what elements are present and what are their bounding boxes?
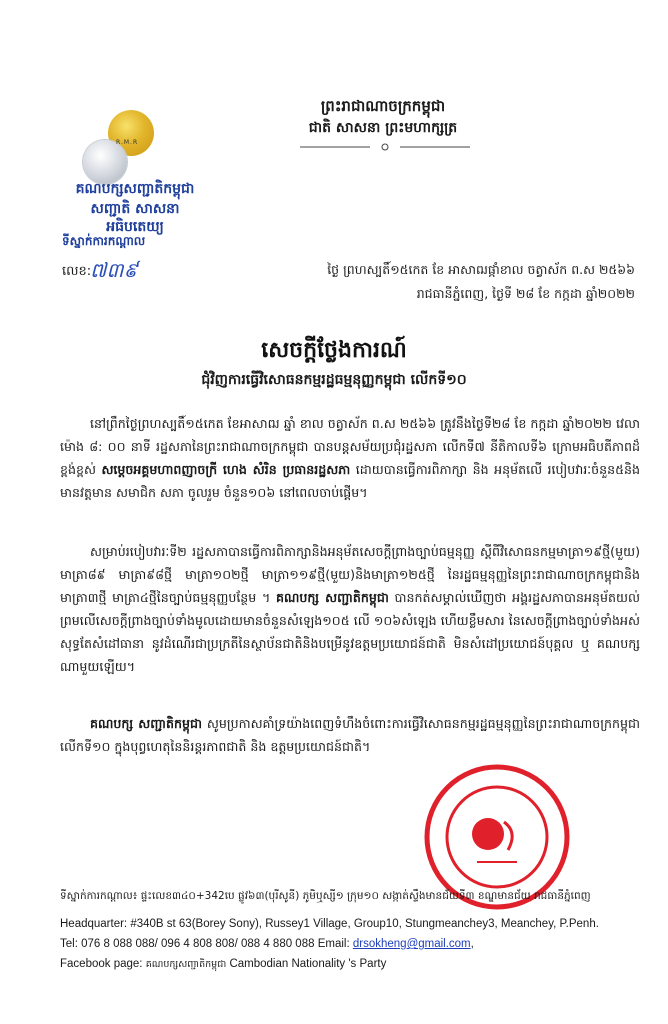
footer-address-kh: ទីស្នាក់ការកណ្តាល៖ ផ្ទះលេខ៣៤០+342បេ ផ្លូវ៦៣(បុរីសូនី) ភូមិឬស្សី១ ក្រុម១០ សង្កាត់ស្ទឹងមានជ័យទី៣ ខណ្ឌមានជ័យ រាជធានីភ្នំពេញ	[60, 890, 591, 902]
national-motto: ជាតិ សាសនា ព្រះមហាក្សត្រ	[308, 120, 458, 136]
paragraph-1-end: ដោយបានធ្វើការពិភាក្សា និង អនុម័តលើ របៀបវារៈចំនួន៥និងមានវត្តមាន សមាជិក សភា ចូលរួម ចំនួន១០៦ នៅពេលចាប់ផ្តើម។	[60, 462, 640, 500]
reference-number: ៧៣៩	[90, 258, 138, 282]
kingdom-heading: ព្រះរាជាណាចក្រកម្ពុជា	[320, 97, 446, 115]
paragraph-3-bold: គណបក្ស សញ្ជាតិកម្ពុជា	[90, 716, 203, 731]
logo-silver-sphere	[83, 140, 127, 184]
footer-tel: Tel: 076 8 088 088/ 096 4 808 808/ 088 4 880 088 Email:	[60, 938, 350, 950]
paragraph-2-end: បានកត់សម្គាល់ឃើញថា អង្គរដ្ឋសភាបានអនុម័តយល់ព្រមលើសេចក្តីព្រាងច្បាប់ទាំងមូលដោយមានចំនួនសំឡេង១០៥ លើ ១០៦សំឡេង ហើយខ្លឹមសារ នៃសេចក្តីព្រាងច្បាប់ទាំងអស់ សុទ្ធតែសំដៅធានា នូវដំណើរជាប្រក្រតីនៃស្ថាប័នជាតិនិងបម្រើនូវឧត្តមប្រយោជន៍ជាតិ មិនសំដៅប្រយោជន៍បុគ្គល ឬ គណបក្សណាមួយឡើយ។	[60, 590, 640, 674]
facebook-label: Facebook page:	[60, 958, 143, 970]
party-name: គណបក្សសញ្ជាតិកម្ពុជា	[75, 181, 195, 197]
hq-label: ទីស្នាក់ការកណ្តាល	[62, 234, 146, 248]
document-title: សេចក្តីថ្លែងការណ៍	[261, 338, 407, 363]
paragraph-1-bold: សម្តេចអគ្គមហាពញាចក្រី ហេង សំរិន ប្រធានរដ្ឋសភា	[101, 462, 351, 477]
paragraph-3-text: សូមប្រកាសគាំទ្រយ៉ាងពេញទំហឹងចំពោះការធ្វើវិសោធនកម្មរដ្ឋធម្មនុញ្ញនៃព្រះរាជាណាចក្រកម្ពុជា លើកទី១០ ក្នុងបុព្វហេតុនៃនិរន្តរភាពជាតិ និង ឧត្តមប្រយោជន៍ជាតិ។	[60, 716, 640, 754]
paragraph-2-bold: គណបក្ស សញ្ជាតិកម្ពុជា	[275, 590, 389, 605]
paragraph-3	[60, 712, 640, 758]
facebook-name-en: Cambodian Nationality 's Party	[229, 958, 387, 970]
logo-text: R.M.R	[116, 139, 139, 146]
email-link[interactable]: drsokheng@gmail.com	[352, 938, 471, 950]
lunar-date: ថ្ងៃ ព្រហស្បតិ៍១៥កេត ខែ អាសាឍផ្កាំខាល ចត្វាស័ក ព.ស ២៥៦៦	[327, 262, 635, 277]
email-suffix: ,	[470, 938, 474, 950]
reference-label: លេខ:	[62, 264, 92, 279]
facebook-name-kh: គណបក្សសញ្ជាតិកម្ពុជា	[145, 959, 227, 970]
document-subtitle: ជុំវិញការធ្វើវិសោធនកម្មរដ្ឋធម្មនុញ្ញកម្ពុជា លើកទី១០	[201, 372, 467, 388]
footer-address-en: Headquarter: #340B st 63(Borey Sony), Russey1 Village, Group10, Stungmeanchey3, Meanchey, P.Penh.	[60, 918, 599, 930]
paragraph-2-text: សម្រាប់របៀបវារៈទី២ រដ្ឋសភាបានធ្វើការពិភាក្សានិងអនុម័តសេចក្តីព្រាងច្បាប់ធម្មនុញ្ញ ស្តីពីវិសោធនកម្មមាត្រា១៩ថ្មី(មួយ) មាត្រា៨៩ មាត្រា៩៨ថ្មី មាត្រា១០២ថ្មី មាត្រា១១៩ថ្មី(មួយ)និងមាត្រា១២៥ថ្មី នៃរដ្ឋធម្មនុញ្ញនៃព្រះរាជាណាចក្រកម្ពុជានិងមាត្រា៣ថ្មី មាត្រា៤ថ្មីនៃច្បាប់ធម្មនុញ្ញបន្ថែម ។	[60, 544, 640, 605]
paragraph-1	[60, 412, 640, 504]
party-motto: សញ្ជាតិ សាសនា អធិបតេយ្យ	[90, 201, 180, 235]
ornament-divider	[300, 142, 470, 152]
paragraph-1-text: នៅព្រឹកថ្ងៃព្រហស្បតិ៍១៥កេត ខែអាសាឍ ឆ្នាំ ខាល ចត្វាស័ក ព.ស ២៥៦៦ ត្រូវនឹងថ្ងៃទី២៨ ខែ កក្កដា ឆ្នាំ២០២២ វេលា ម៉ោង ៨: ០០ នាទី រដ្ឋសភានៃព្រះរាជាណាចក្រកម្ពុជា បានបន្តសម័យប្រជុំរដ្ឋសភា លើកទី៧ នីតិកាលទី៦ ក្រោមអធិបតីភាពដ៏ខ្ពង់ខ្ពស់	[60, 416, 640, 477]
footer-contact	[60, 936, 474, 952]
footer-facebook	[60, 956, 386, 973]
paragraph-2	[60, 540, 640, 678]
solar-date: រាជធានីភ្នំពេញ, ថ្ងៃទី ២៨ ខែ កក្កដា ឆ្នាំ២០២២	[416, 286, 635, 301]
